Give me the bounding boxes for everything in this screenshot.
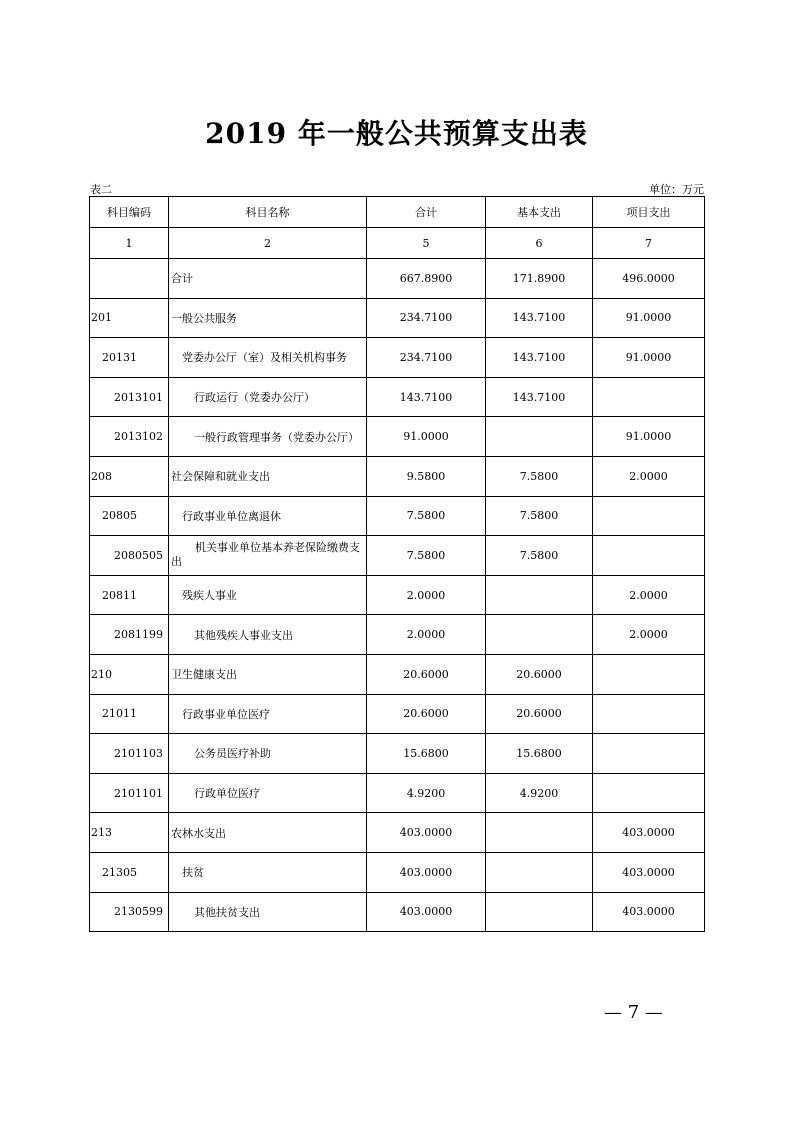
page-title: 2019 年一般公共预算支出表 xyxy=(205,117,588,150)
unit-label: 单位：万元 xyxy=(649,183,704,196)
basic-cell: 171.8900 xyxy=(486,259,593,299)
project-cell: 91.0000 xyxy=(593,338,705,378)
total-cell: 4.9200 xyxy=(367,773,486,813)
code-cell: 21011 xyxy=(90,694,169,734)
name-cell: 公务员医疗补助 xyxy=(169,734,367,774)
header-basic: 基本支出 xyxy=(486,197,593,228)
name-cell xyxy=(169,536,367,576)
basic-cell: 4.9200 xyxy=(486,773,593,813)
code-cell: 2101101 xyxy=(90,773,169,813)
total-cell: 403.0000 xyxy=(367,892,486,932)
table-label: 表二 xyxy=(90,183,112,196)
basic-cell: 7.5800 xyxy=(486,536,593,576)
table-row xyxy=(90,298,705,338)
total-cell: 143.7100 xyxy=(367,377,486,417)
table-row xyxy=(90,338,705,378)
name-text: 机关事业单位基本养老保险缴费支出 xyxy=(171,541,360,569)
code-cell: 2101103 xyxy=(90,734,169,774)
basic-cell xyxy=(486,417,593,457)
name-cell: 扶贫 xyxy=(169,852,367,892)
total-cell: 91.0000 xyxy=(367,417,486,457)
project-cell xyxy=(593,734,705,774)
basic-cell xyxy=(486,615,593,655)
table-row xyxy=(90,813,705,853)
name-cell: 农林水支出 xyxy=(169,813,367,853)
project-cell: 496.0000 xyxy=(593,259,705,299)
basic-cell: 15.6800 xyxy=(486,734,593,774)
code-cell: 2013102 xyxy=(90,417,169,457)
column-index-row xyxy=(90,228,705,259)
basic-cell: 7.5800 xyxy=(486,456,593,496)
code-cell xyxy=(90,259,169,299)
basic-cell: 143.7100 xyxy=(486,338,593,378)
total-cell: 9.5800 xyxy=(367,456,486,496)
name-cell: 残疾人事业 xyxy=(169,575,367,615)
index-cell: 7 xyxy=(593,228,705,259)
name-cell: 一般行政管理事务（党委办公厅） xyxy=(169,417,367,457)
project-cell: 403.0000 xyxy=(593,852,705,892)
total-cell: 20.6000 xyxy=(367,694,486,734)
total-cell: 667.8900 xyxy=(367,259,486,299)
code-cell: 21305 xyxy=(90,852,169,892)
table-row xyxy=(90,694,705,734)
header-project: 项目支出 xyxy=(593,197,705,228)
code-cell: 213 xyxy=(90,813,169,853)
index-cell: 5 xyxy=(367,228,486,259)
table-row xyxy=(90,773,705,813)
basic-cell xyxy=(486,813,593,853)
name-cell: 行政单位医疗 xyxy=(169,773,367,813)
project-cell xyxy=(593,496,705,536)
code-cell: 2081199 xyxy=(90,615,169,655)
project-cell: 403.0000 xyxy=(593,892,705,932)
basic-cell: 143.7100 xyxy=(486,298,593,338)
header-total: 合计 xyxy=(367,197,486,228)
table-row xyxy=(90,417,705,457)
table-row xyxy=(90,654,705,694)
total-cell: 2.0000 xyxy=(367,615,486,655)
budget-table xyxy=(89,196,705,932)
name-cell: 其他残疾人事业支出 xyxy=(169,615,367,655)
total-cell: 2.0000 xyxy=(367,575,486,615)
basic-cell: 20.6000 xyxy=(486,694,593,734)
total-cell: 7.5800 xyxy=(367,496,486,536)
basic-cell xyxy=(486,575,593,615)
header-name: 科目名称 xyxy=(169,197,367,228)
project-cell xyxy=(593,377,705,417)
project-cell xyxy=(593,773,705,813)
total-cell: 234.7100 xyxy=(367,338,486,378)
project-cell xyxy=(593,694,705,734)
code-cell: 2130599 xyxy=(90,892,169,932)
page-number: — 7 — xyxy=(604,1002,663,1023)
total-cell: 7.5800 xyxy=(367,536,486,576)
code-cell: 20805 xyxy=(90,496,169,536)
table-row xyxy=(90,496,705,536)
name-cell: 行政事业单位医疗 xyxy=(169,694,367,734)
code-cell: 2013101 xyxy=(90,377,169,417)
header-code: 科目编码 xyxy=(90,197,169,228)
table-row xyxy=(90,456,705,496)
basic-cell xyxy=(486,892,593,932)
code-cell: 208 xyxy=(90,456,169,496)
code-cell: 210 xyxy=(90,654,169,694)
code-cell: 20811 xyxy=(90,575,169,615)
basic-cell xyxy=(486,852,593,892)
name-cell: 社会保障和就业支出 xyxy=(169,456,367,496)
project-cell xyxy=(593,654,705,694)
project-cell: 91.0000 xyxy=(593,417,705,457)
basic-cell: 20.6000 xyxy=(486,654,593,694)
code-cell: 20131 xyxy=(90,338,169,378)
table-row xyxy=(90,892,705,932)
name-cell: 合计 xyxy=(169,259,367,299)
table-row xyxy=(90,734,705,774)
name-cell: 其他扶贫支出 xyxy=(169,892,367,932)
project-cell: 403.0000 xyxy=(593,813,705,853)
project-cell xyxy=(593,536,705,576)
name-cell: 行政运行（党委办公厅） xyxy=(169,377,367,417)
table-row xyxy=(90,575,705,615)
table-row xyxy=(90,259,705,299)
index-cell: 6 xyxy=(486,228,593,259)
total-cell: 20.6000 xyxy=(367,654,486,694)
code-cell: 2080505 xyxy=(90,536,169,576)
project-cell: 2.0000 xyxy=(593,456,705,496)
name-cell: 卫生健康支出 xyxy=(169,654,367,694)
total-cell: 403.0000 xyxy=(367,813,486,853)
project-cell: 91.0000 xyxy=(593,298,705,338)
project-cell: 2.0000 xyxy=(593,615,705,655)
index-cell: 2 xyxy=(169,228,367,259)
index-cell: 1 xyxy=(90,228,169,259)
header-row xyxy=(90,197,705,228)
total-cell: 234.7100 xyxy=(367,298,486,338)
name-cell: 党委办公厅（室）及相关机构事务 xyxy=(169,338,367,378)
basic-cell: 143.7100 xyxy=(486,377,593,417)
table-row xyxy=(90,377,705,417)
name-cell: 行政事业单位离退休 xyxy=(169,496,367,536)
total-cell: 403.0000 xyxy=(367,852,486,892)
table-row xyxy=(90,615,705,655)
table-row xyxy=(90,852,705,892)
table-row xyxy=(90,536,705,576)
code-cell: 201 xyxy=(90,298,169,338)
project-cell: 2.0000 xyxy=(593,575,705,615)
name-cell: 一般公共服务 xyxy=(169,298,367,338)
total-cell: 15.6800 xyxy=(367,734,486,774)
basic-cell: 7.5800 xyxy=(486,496,593,536)
